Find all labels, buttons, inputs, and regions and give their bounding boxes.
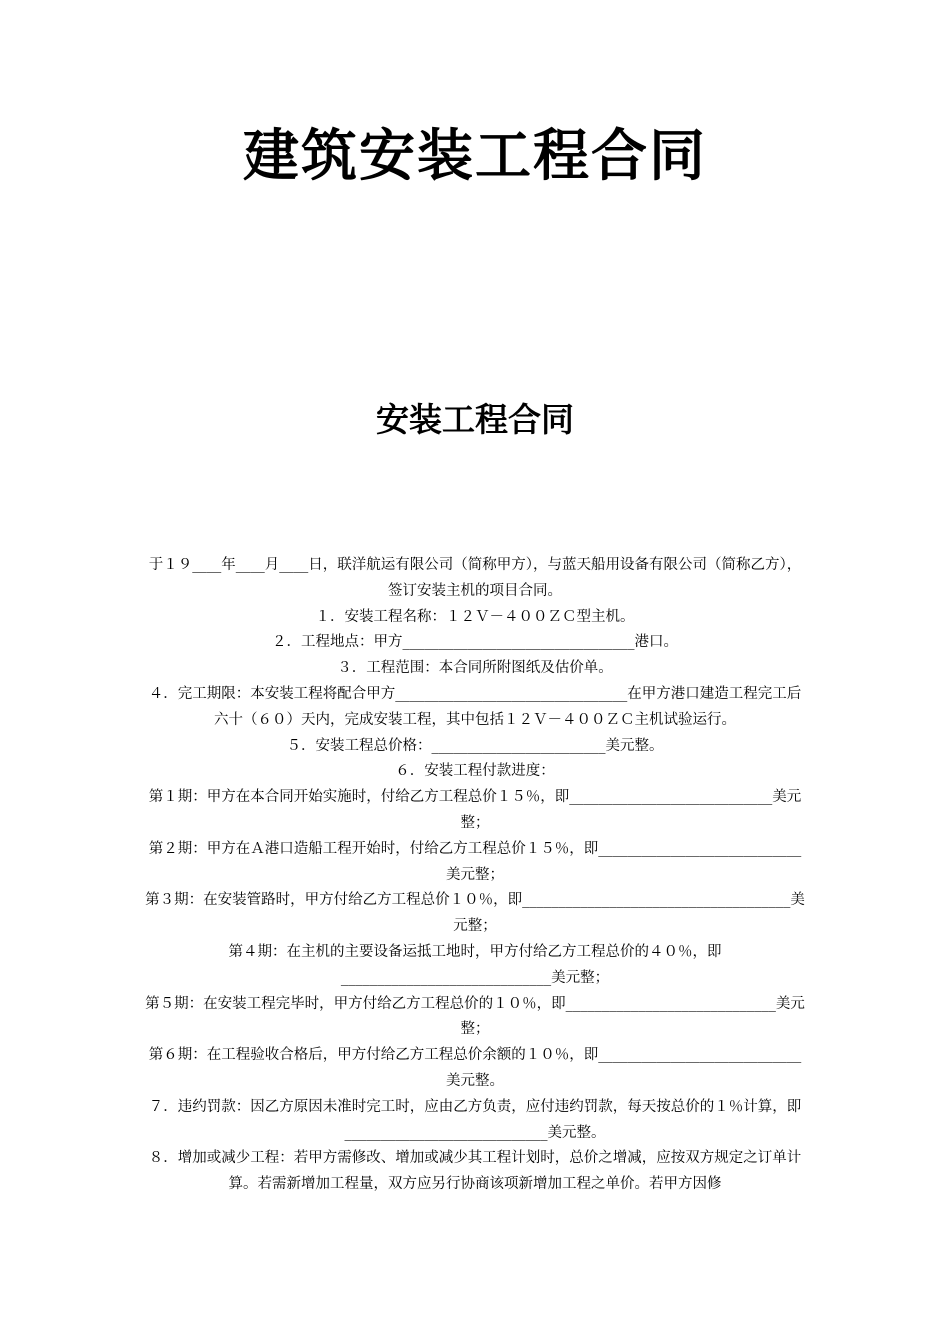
paragraph-deadline: ４．完工期限：本安装工程将配合甲方________________________________在甲方港口建造工程完工后六十（６０）天内，完成安装工程，其中包括１２Ｖ－４００ＺＣ主机试验运行。 xyxy=(148,685,802,728)
paragraph-payment-4: 第４期：在主机的主要设备运抵工地时，甲方付给乙方工程总价的４０％，即_____________________________美元整； xyxy=(228,943,722,986)
paragraph-penalty: ７．违约罚款：因乙方原因未准时完工时，应由乙方负责，应付违约罚款，每天按总价的１％计算，即____________________________美元整。 xyxy=(148,1098,802,1141)
paragraph-location: ２．工程地点：甲方________________________________港口。 xyxy=(272,634,678,651)
contract-body xyxy=(142,553,808,1198)
paragraph-changes: ８．增加或减少工程：若甲方需修改、增加或减少其工程计划时，总价之增减，应按双方规定之订单计算。若需新增加工程量，双方应另行协商该项新增加工程之单价。若甲方因修 xyxy=(148,1150,802,1193)
paragraph-payment-2: 第２期：甲方在Ａ港口造船工程开始时，付给乙方工程总价１５％，即____________________________美元整； xyxy=(148,840,802,883)
paragraph-total-price: ５．安装工程总价格：________________________美元整。 xyxy=(286,737,664,754)
paragraph-payment-3: 第３期：在安装管路时，甲方付给乙方工程总价１０％，即_____________________________________美元整； xyxy=(145,892,805,935)
paragraph-project-name: １．安装工程名称：１２Ｖ－４００ＺＣ型主机。 xyxy=(315,608,635,625)
paragraph-payment-1: 第１期：甲方在本合同开始实施时，付给乙方工程总价１５％，即____________________________美元整； xyxy=(148,789,802,831)
paragraph-scope: ３．工程范围：本合同所附图纸及估价单。 xyxy=(337,660,613,677)
contract-subtitle: 安装工程合同 xyxy=(376,400,574,439)
paragraph-payment-6: 第６期：在工程验收合格后，甲方付给乙方工程总价余额的１０％，即____________________________美元整。 xyxy=(148,1047,802,1089)
paragraph-payment-5: 第５期：在安装工程完毕时，甲方付给乙方工程总价的１０％，即_____________________________美元整； xyxy=(145,995,805,1038)
paragraph-payment-schedule: ６．安装工程付款进度： xyxy=(395,763,555,780)
paragraph-intro: 于１９____年____月____日，联洋航运有限公司（简称甲方），与蓝天船用设备有限公司（简称乙方），签订安装主机的项目合同。 xyxy=(148,557,802,599)
document-title: 建筑安装工程合同 xyxy=(243,123,707,189)
